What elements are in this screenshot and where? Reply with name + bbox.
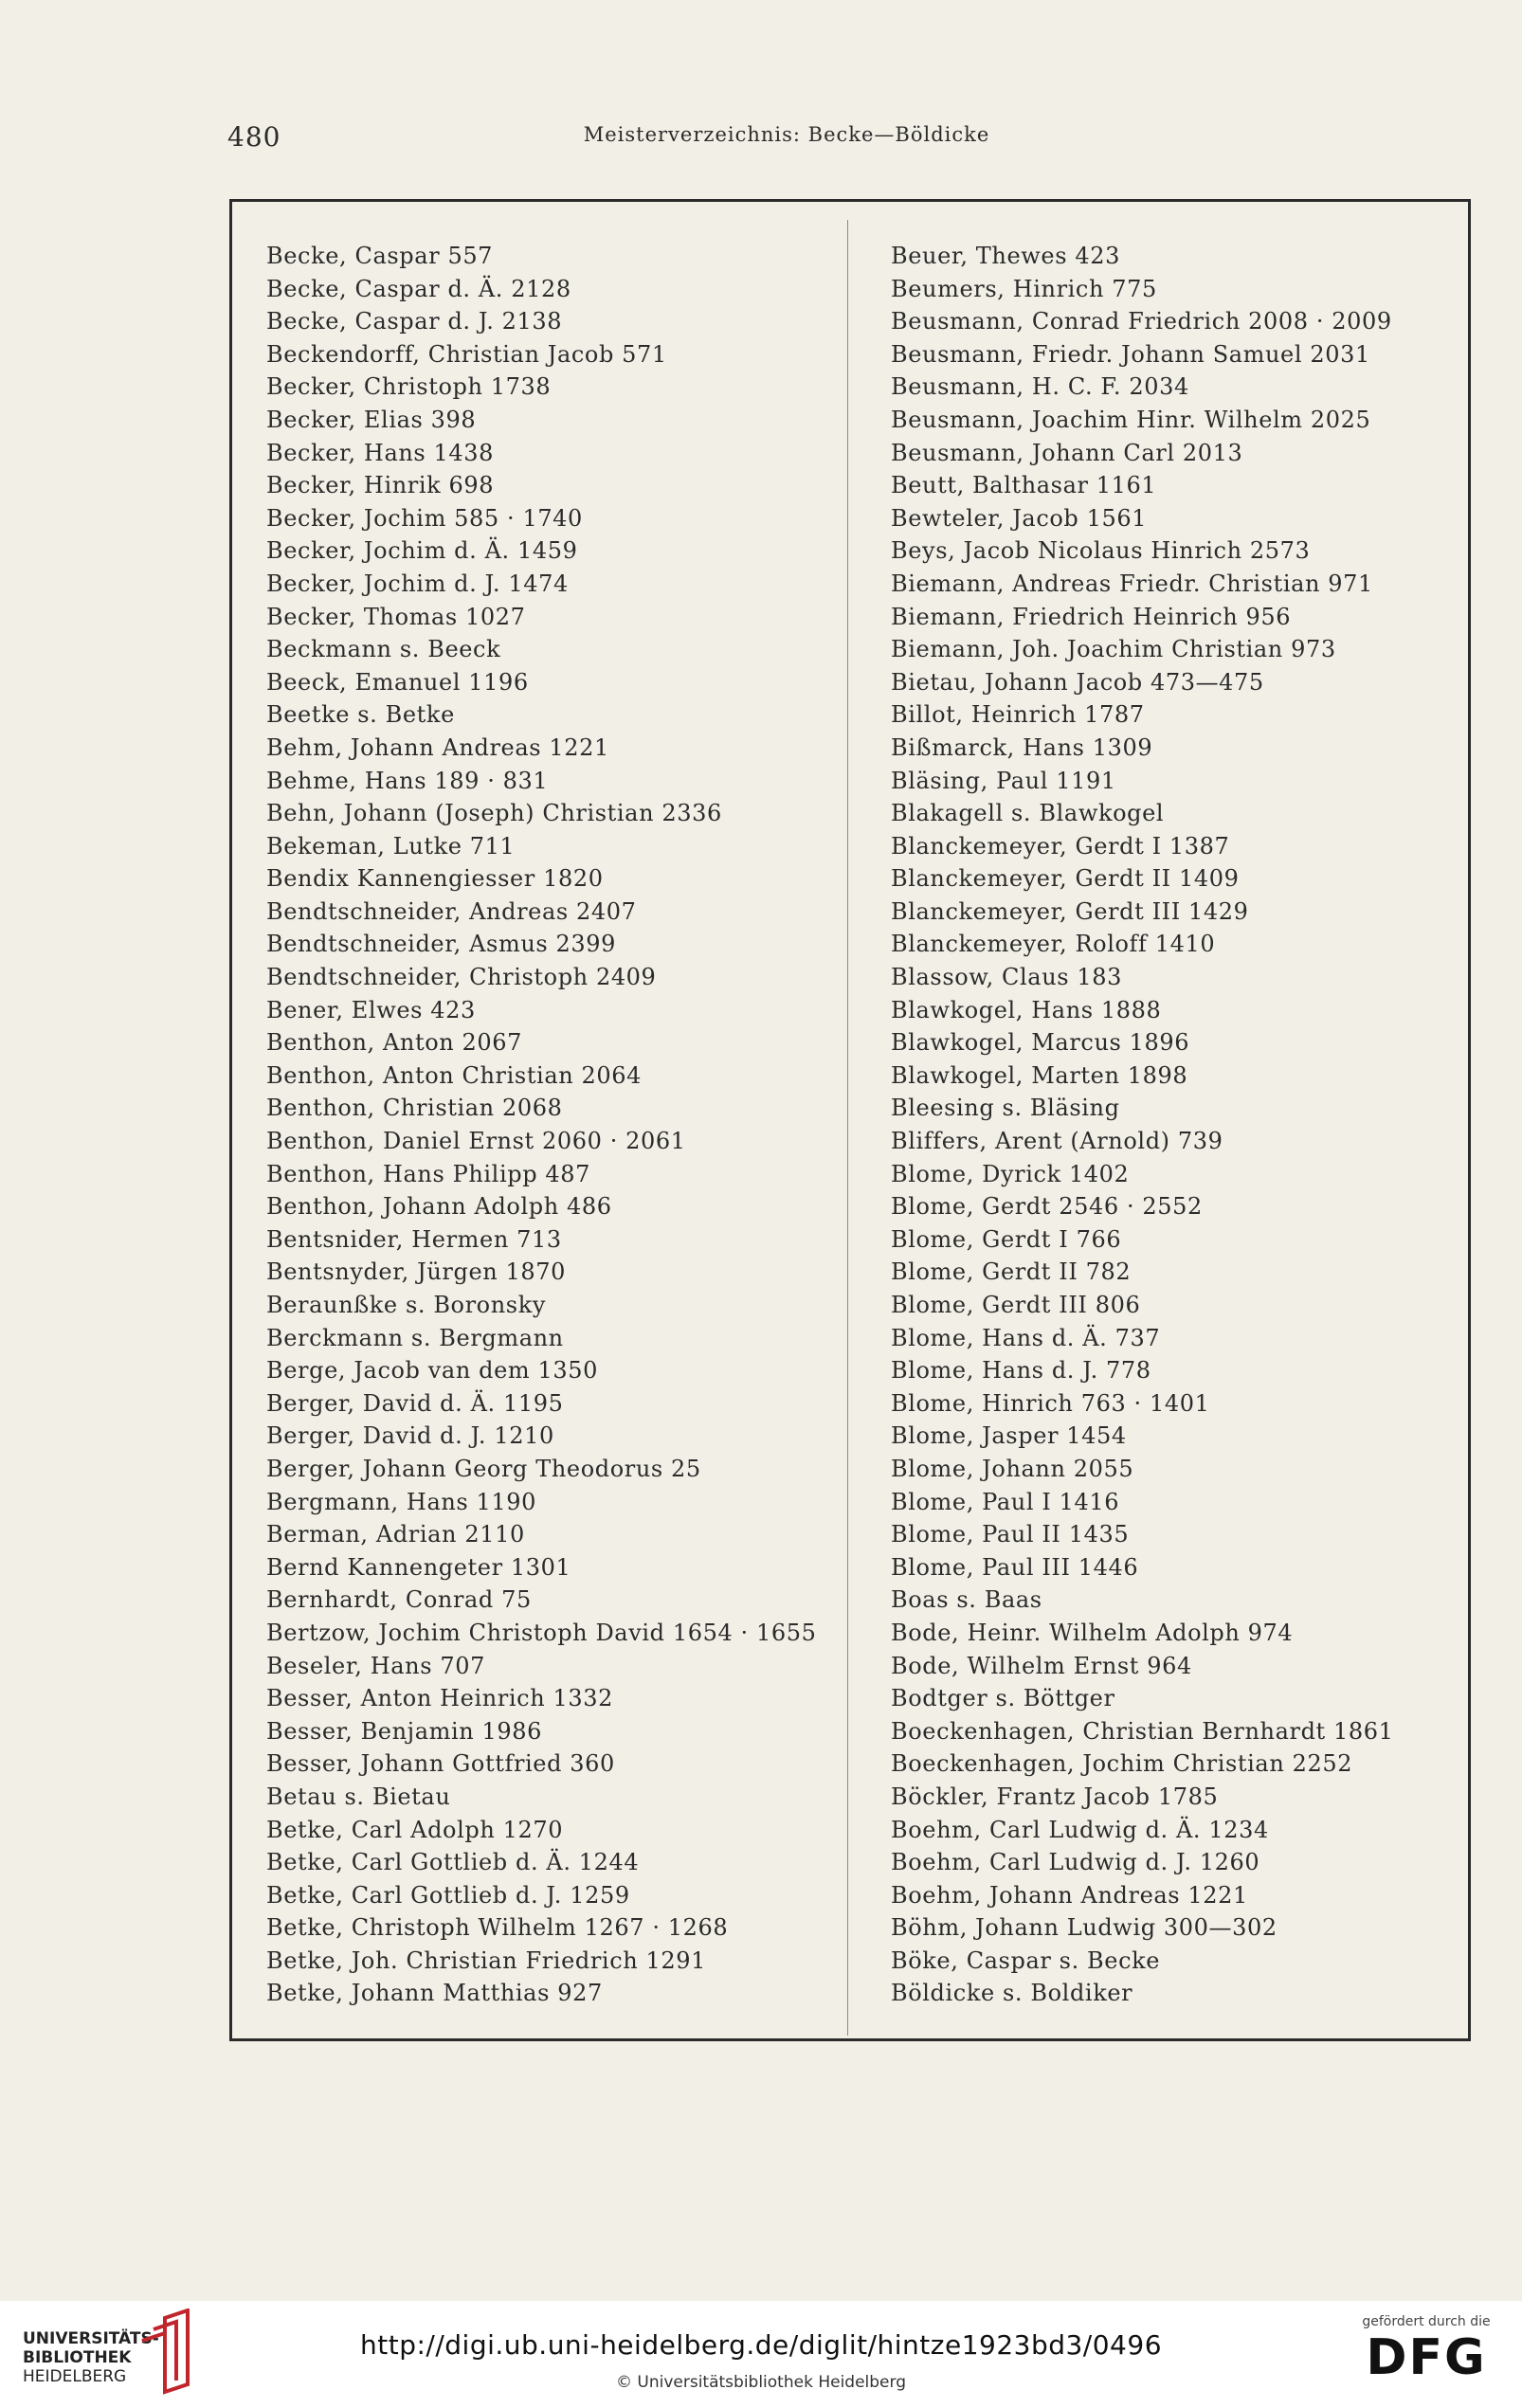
index-entry: Blome, Gerdt II 782 bbox=[891, 1258, 1132, 1286]
index-entry: Bekeman, Lutke 711 bbox=[266, 832, 516, 860]
index-entry: Boas s. Baas bbox=[891, 1586, 1042, 1614]
index-entry: Bode, Wilhelm Ernst 964 bbox=[891, 1652, 1192, 1679]
index-entry: Blome, Gerdt III 806 bbox=[891, 1292, 1141, 1318]
index-column-left bbox=[266, 240, 835, 2010]
index-entry: Benthon, Daniel Ernst 2060 · 2061 bbox=[266, 1128, 686, 1155]
index-entry: Beseler, Hans 707 bbox=[266, 1652, 485, 1679]
index-entry: Boehm, Carl Ludwig d. J. 1260 bbox=[891, 1849, 1260, 1876]
index-entry: Blome, Hans d. J. 778 bbox=[891, 1357, 1151, 1385]
dfg-logo-text: DFG bbox=[1366, 2329, 1487, 2386]
index-entry: Beusmann, Johann Carl 2013 bbox=[891, 439, 1243, 466]
index-entry: Boeckenhagen, Jochim Christian 2252 bbox=[891, 1750, 1353, 1778]
index-entry: Berger, Johann Georg Theodorus 25 bbox=[266, 1455, 701, 1482]
index-entry: Blawkogel, Marten 1898 bbox=[891, 1061, 1188, 1089]
index-entry: Blome, Jasper 1454 bbox=[891, 1422, 1127, 1450]
index-entry: Besser, Benjamin 1986 bbox=[266, 1717, 543, 1745]
index-entry: Bietau, Johann Jacob 473—475 bbox=[891, 668, 1264, 696]
index-entry: Becke, Caspar d. Ä. 2128 bbox=[266, 275, 571, 302]
index-entry: Bertzow, Jochim Christoph David 1654 · 1655 bbox=[266, 1619, 817, 1646]
index-entry: Bleesing s. Bläsing bbox=[891, 1095, 1120, 1122]
index-entry: Blanckemeyer, Roloff 1410 bbox=[891, 931, 1216, 958]
index-entry: Bode, Heinr. Wilhelm Adolph 974 bbox=[891, 1619, 1294, 1646]
index-entry: Blakagell s. Blawkogel bbox=[891, 800, 1165, 827]
index-entry: Besser, Anton Heinrich 1332 bbox=[266, 1685, 613, 1712]
index-entry: Behme, Hans 189 · 831 bbox=[266, 767, 549, 794]
index-entry: Becker, Thomas 1027 bbox=[266, 603, 526, 630]
document-url-link[interactable]: http://digi.ub.uni-heidelberg.de/diglit/hintze1923bd3/0496 bbox=[359, 2329, 1163, 2361]
index-entry: Benthon, Anton Christian 2064 bbox=[266, 1061, 643, 1089]
index-entry: Bendtschneider, Andreas 2407 bbox=[266, 897, 637, 925]
index-entry: Beys, Jacob Nicolaus Hinrich 2573 bbox=[891, 537, 1311, 565]
index-entry: Behm, Johann Andreas 1221 bbox=[266, 733, 609, 761]
column-divider bbox=[847, 220, 848, 2036]
index-entry: Beckmann s. Beeck bbox=[266, 636, 501, 663]
page-number: 480 bbox=[227, 121, 281, 153]
index-entry: Bendtschneider, Asmus 2399 bbox=[266, 931, 617, 958]
index-entry: Bendtschneider, Christoph 2409 bbox=[266, 964, 657, 991]
index-entry: Benthon, Johann Adolph 486 bbox=[266, 1193, 612, 1221]
index-entry: Böldicke s. Boldiker bbox=[891, 1980, 1133, 2007]
footer-bar bbox=[0, 2301, 1522, 2408]
index-entry: Betke, Christoph Wilhelm 1267 · 1268 bbox=[266, 1914, 729, 1942]
index-entry: Blome, Hinrich 763 · 1401 bbox=[891, 1389, 1210, 1417]
index-entry: Benthon, Hans Philipp 487 bbox=[266, 1160, 590, 1187]
index-entry: Betke, Carl Gottlieb d. J. 1259 bbox=[266, 1881, 630, 1909]
index-entry: Blome, Paul II 1435 bbox=[891, 1521, 1130, 1548]
index-entry: Beuer, Thewes 423 bbox=[891, 243, 1120, 269]
index-entry: Bißmarck, Hans 1309 bbox=[891, 733, 1153, 761]
index-entry: Benthon, Anton 2067 bbox=[266, 1029, 523, 1057]
index-entry: Beusmann, Joachim Hinr. Wilhelm 2025 bbox=[891, 406, 1371, 433]
index-entry: Böke, Caspar s. Becke bbox=[891, 1946, 1161, 1974]
index-entry: Böckler, Frantz Jacob 1785 bbox=[891, 1783, 1219, 1810]
index-entry: Bewteler, Jacob 1561 bbox=[891, 504, 1148, 532]
index-entry: Berckmann s. Bergmann bbox=[266, 1324, 564, 1351]
index-entry: Bendix Kannengiesser 1820 bbox=[266, 865, 604, 893]
index-entry: Beetke s. Betke bbox=[266, 701, 455, 729]
index-entry: Blome, Gerdt I 766 bbox=[891, 1225, 1122, 1253]
index-entry: Blanckemeyer, Gerdt II 1409 bbox=[891, 865, 1240, 893]
library-name-line1: UNIVERSITÄTS- bbox=[23, 2329, 159, 2348]
index-entry: Böhm, Johann Ludwig 300—302 bbox=[891, 1914, 1277, 1942]
page-header bbox=[227, 121, 1346, 159]
index-entry: Beckendorff, Christian Jacob 571 bbox=[266, 340, 667, 368]
index-entry: Berger, David d. Ä. 1195 bbox=[266, 1389, 564, 1417]
index-entry: Beusmann, Friedr. Johann Samuel 2031 bbox=[891, 340, 1370, 368]
index-entry: Beeck, Emanuel 1196 bbox=[266, 668, 529, 696]
index-entry: Berge, Jacob van dem 1350 bbox=[266, 1357, 598, 1385]
index-entry: Bliffers, Arent (Arnold) 739 bbox=[891, 1128, 1223, 1155]
index-entry: Blome, Hans d. Ä. 737 bbox=[891, 1324, 1161, 1351]
index-entry: Blassow, Claus 183 bbox=[891, 964, 1123, 991]
index-entry: Behn, Johann (Joseph) Christian 2336 bbox=[266, 800, 722, 827]
dfg-funding-text: gefördert durch die bbox=[1362, 2314, 1491, 2329]
index-entry: Becke, Caspar 557 bbox=[266, 243, 494, 269]
index-entry: Blome, Dyrick 1402 bbox=[891, 1160, 1130, 1187]
index-entry: Berman, Adrian 2110 bbox=[266, 1521, 525, 1548]
index-entry: Blanckemeyer, Gerdt I 1387 bbox=[891, 832, 1230, 860]
index-entry: Beutt, Balthasar 1161 bbox=[891, 472, 1157, 499]
index-column-right bbox=[891, 240, 1459, 2010]
index-entry: Bläsing, Paul 1191 bbox=[891, 767, 1116, 794]
index-entry: Blawkogel, Marcus 1896 bbox=[891, 1029, 1190, 1057]
index-entry: Blome, Paul I 1416 bbox=[891, 1488, 1120, 1515]
index-entry: Boehm, Johann Andreas 1221 bbox=[891, 1881, 1248, 1909]
index-entry: Blanckemeyer, Gerdt III 1429 bbox=[891, 897, 1249, 925]
index-entry: Bernd Kannengeter 1301 bbox=[266, 1553, 571, 1581]
dfg-logo[interactable] bbox=[1355, 2314, 1497, 2386]
index-entry: Billot, Heinrich 1787 bbox=[891, 701, 1145, 729]
running-title: Meisterverzeichnis: Becke—Böldicke bbox=[583, 123, 990, 146]
index-entry: Becker, Jochim 585 · 1740 bbox=[266, 504, 583, 532]
index-entry: Biemann, Andreas Friedr. Christian 971 bbox=[891, 570, 1373, 597]
index-entry: Bener, Elwes 423 bbox=[266, 996, 476, 1023]
index-entry: Becker, Christoph 1738 bbox=[266, 373, 552, 401]
copyright-notice: © Universitätsbibliothek Heidelberg bbox=[615, 2373, 906, 2392]
index-entry: Beusmann, Conrad Friedrich 2008 · 2009 bbox=[891, 308, 1392, 335]
index-entry: Benthon, Christian 2068 bbox=[266, 1095, 563, 1122]
index-entry: Bernhardt, Conrad 75 bbox=[266, 1586, 532, 1614]
index-entry: Beusmann, H. C. F. 2034 bbox=[891, 373, 1189, 401]
index-entry: Berger, David d. J. 1210 bbox=[266, 1422, 554, 1450]
index-entry: Betke, Joh. Christian Friedrich 1291 bbox=[266, 1946, 706, 1974]
index-entry: Besser, Johann Gottfried 360 bbox=[266, 1750, 615, 1778]
index-entry: Biemann, Friedrich Heinrich 956 bbox=[891, 603, 1292, 630]
index-entry: Bentsnider, Hermen 713 bbox=[266, 1225, 562, 1253]
index-entry: Blawkogel, Hans 1888 bbox=[891, 996, 1162, 1023]
index-entry: Boeckenhagen, Christian Bernhardt 1861 bbox=[891, 1717, 1394, 1745]
index-entry: Bodtger s. Böttger bbox=[891, 1685, 1115, 1712]
index-entry: Boehm, Carl Ludwig d. Ä. 1234 bbox=[891, 1816, 1269, 1843]
library-name-line2: BIBLIOTHEK bbox=[23, 2348, 132, 2367]
index-entry: Bergmann, Hans 1190 bbox=[266, 1488, 537, 1515]
index-entry: Becker, Elias 398 bbox=[266, 406, 477, 433]
index-entry: Blome, Gerdt 2546 · 2552 bbox=[891, 1193, 1203, 1221]
index-entry: Beraunßke s. Boronsky bbox=[266, 1292, 546, 1318]
index-entry: Beumers, Hinrich 775 bbox=[891, 275, 1157, 302]
index-entry: Biemann, Joh. Joachim Christian 973 bbox=[891, 636, 1336, 663]
index-entry: Betke, Carl Adolph 1270 bbox=[266, 1816, 564, 1843]
index-entry: Becker, Jochim d. Ä. 1459 bbox=[266, 537, 578, 565]
index-entry: Becke, Caspar d. J. 2138 bbox=[266, 308, 563, 335]
index-entry: Betau s. Bietau bbox=[266, 1783, 451, 1810]
index-entry: Becker, Hans 1438 bbox=[266, 439, 495, 466]
index-entry: Becker, Jochim d. J. 1474 bbox=[266, 570, 569, 597]
index-entry: Blome, Johann 2055 bbox=[891, 1455, 1134, 1482]
library-name-line3: HEIDELBERG bbox=[23, 2367, 127, 2386]
index-entry: Blome, Paul III 1446 bbox=[891, 1553, 1139, 1581]
index-entry: Betke, Carl Gottlieb d. Ä. 1244 bbox=[266, 1849, 640, 1876]
index-entry: Bentsnyder, Jürgen 1870 bbox=[266, 1258, 567, 1286]
index-entry: Becker, Hinrik 698 bbox=[266, 472, 495, 499]
index-entry: Betke, Johann Matthias 927 bbox=[266, 1980, 603, 2007]
